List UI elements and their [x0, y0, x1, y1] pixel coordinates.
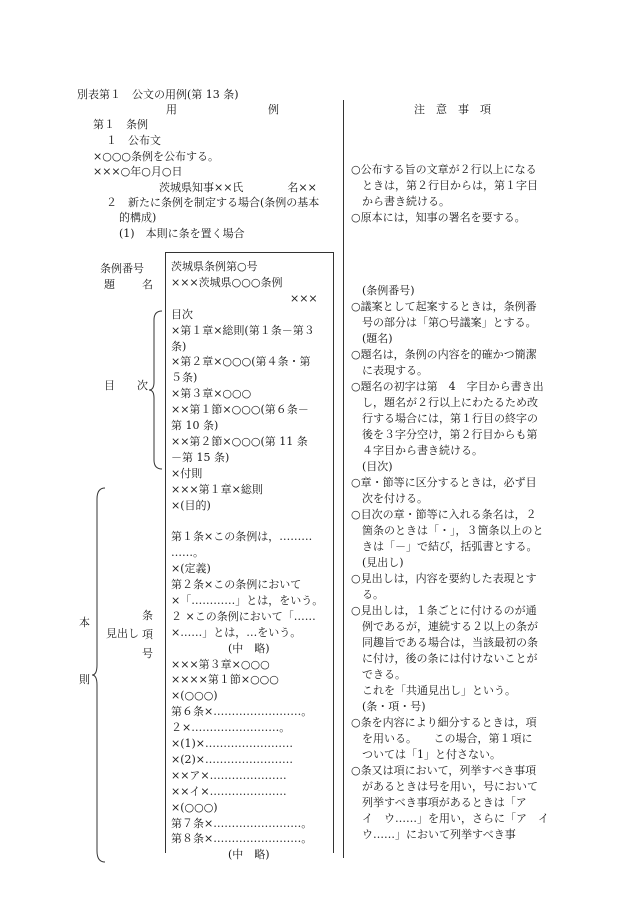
note-line: ○題名は，条例の内容を的確かつ簡潔: [351, 348, 537, 361]
example-line: ２×……………………。: [171, 721, 291, 735]
note-line: ウ……」において列挙すべき事: [362, 828, 516, 841]
example-line: 第６条×……………………。: [171, 705, 313, 719]
note-line: る。: [362, 588, 384, 601]
note-line: ○章・節等に区分するときは，必ず目: [351, 476, 537, 489]
section-jorei: 第１ 条例: [93, 118, 148, 131]
example-line: 条): [171, 339, 187, 353]
example-line: ×第２章×○○○(第４条・第: [171, 355, 311, 369]
example-line: ×(○○○): [171, 689, 218, 703]
label-ko: 項: [142, 628, 153, 641]
column-divider: [343, 100, 344, 858]
example-line: 茨城県条例第○号: [171, 260, 258, 273]
example-line: ××第２節×○○○(第 11 条: [171, 434, 308, 448]
example-line: (中 略): [228, 641, 270, 655]
example-line: ×(2)×……………………: [171, 752, 294, 766]
note-line: 例であるが，連続する２以上の条が: [362, 620, 538, 633]
example-line: ×第３章×○○○: [171, 387, 252, 401]
column-header-right: 注 意 事 項: [414, 103, 491, 116]
note-line: 同趣旨である場合は，当該最初の条: [362, 636, 538, 649]
label-jo: 条: [142, 609, 153, 622]
section-honsoku-jo: (1) 本則に条を置く場合: [119, 227, 245, 240]
kofu-date: ×××○年○月○日: [93, 165, 183, 178]
honsoku-brace: [91, 487, 107, 863]
example-line: (中 略): [228, 848, 270, 862]
note-line: ○条を内容により細分するときは，項: [351, 716, 537, 729]
label-jorei-bango: 条例番号: [100, 262, 144, 275]
note-line: し，題名が２行以上にわたるため改: [362, 396, 538, 409]
note-line: ○条又は項において，列挙すべき事項: [351, 764, 537, 777]
note-line: ○見出しは，内容を要約した表現とす: [351, 572, 537, 585]
note-line: ときは，第２行目からは，第１字目: [362, 179, 538, 192]
note-line: に付け，後の条には付けないことが: [362, 652, 538, 665]
example-line: ××イ×…………………: [171, 784, 287, 798]
label-midashi: 見出し: [106, 627, 139, 640]
example-line: ×(1)×……………………: [171, 737, 294, 750]
example-line: ×「…………」とは，をいう。: [171, 593, 324, 607]
example-line: ×××茨城県○○○条例: [171, 275, 283, 289]
note-line: を用いる。 この場合，第１項に: [362, 732, 533, 745]
note-line: があるときは号を用い，号において: [362, 780, 538, 793]
note-line: 後を３字分空け，第２行目からも第: [362, 428, 538, 441]
label-soku: 則: [79, 673, 90, 686]
note-line: きは「－」で結び，括弧書とする。: [362, 540, 538, 553]
example-line: ×××第１章×総則: [171, 482, 263, 496]
example-line: ×××第３章×○○○: [171, 657, 270, 671]
example-line: －第 15 条): [171, 450, 230, 464]
note-line: イ ウ……」を用い，さらに「ア イ: [362, 812, 549, 825]
example-line: ×(定義): [171, 562, 211, 576]
page-title: 別表第１ 公文の用例(第 13 条): [77, 88, 239, 101]
example-line: ×付則: [171, 466, 203, 480]
note-line: これを「共通見出し」という。: [362, 684, 516, 697]
label-moku: 目: [104, 379, 115, 392]
note-line: 行する場合には，第１行目の終字の: [362, 412, 538, 425]
column-header-left-a: 用: [166, 103, 177, 116]
mokuji-brace: [148, 310, 164, 470]
example-line: ×××: [290, 291, 318, 305]
section-kofubun: １ 公布文: [106, 134, 161, 147]
note-line: に表現する。: [362, 364, 428, 377]
example-line: ×(目的): [171, 498, 211, 512]
label-mei: 名: [142, 278, 153, 291]
note-line: ○目次の章・節等に入れる条名は，２: [351, 508, 537, 521]
example-line: ×(○○○): [171, 800, 218, 814]
example-line: 第２条×この条例において: [171, 578, 302, 591]
section-new-jorei: ２ 新たに条例を制定する場合(条例の基本: [106, 196, 320, 209]
example-line: 第 10 条): [171, 419, 219, 432]
note-line: 箇条のときは「・」，３箇条以上のと: [362, 524, 544, 537]
note-line: 列挙すべき事項があるときは「ア: [362, 796, 527, 809]
example-line: 第１条×この条例は，………: [171, 530, 313, 544]
note-line: 号の部分は「第○号議案」とする。: [362, 316, 537, 329]
example-line: 第７条×……………………。: [171, 816, 313, 830]
note-line: ついては「1」と付さない。: [362, 748, 501, 761]
note-line: できる。: [362, 668, 406, 681]
example-line: ２ ×この条例において「……: [171, 609, 316, 623]
governor-name: 茨城県知事××氏 名××: [159, 181, 317, 194]
example-line: ××ア×…………………: [171, 768, 287, 782]
example-line: ××第１節×○○○(第６条－: [171, 403, 309, 417]
label-ji: 次: [137, 379, 148, 392]
note-line: ○議案として起案するときは，条例番: [351, 300, 537, 313]
note-line: 次を付ける。: [362, 492, 428, 505]
example-line: 目次: [171, 307, 193, 321]
example-line: ×第１章×総則(第１条－第３: [171, 323, 315, 337]
column-header-left-b: 例: [268, 103, 279, 116]
label-go: 号: [142, 647, 153, 660]
note-line: (見出し): [362, 556, 404, 569]
example-line: ×……」とは，…をいう。: [171, 625, 302, 639]
note-line: ○見出しは，１条ごとに付けるのが通: [351, 604, 537, 617]
label-hon: 本: [79, 616, 90, 629]
notes-main: [351, 283, 581, 843]
note-line: ○題名の初字は第 4 字目から書き出: [351, 380, 544, 393]
label-dai: 題: [104, 278, 115, 291]
note-line: ○公布する旨の文章が２行以上になる: [351, 163, 537, 176]
example-line: ５条): [171, 371, 198, 385]
example-line: ……。: [171, 546, 204, 560]
example-line: 第８条×……………………。: [171, 832, 313, 846]
note-line: から書き続ける。: [362, 195, 450, 208]
section-new-jorei-cont: 的構成): [119, 211, 157, 224]
kofu-text: ×○○○条例を公布する。: [93, 150, 220, 163]
example-line: ××××第１節×○○○: [171, 673, 279, 687]
note-line: (条・項・号): [362, 700, 426, 713]
note-line: ４字目から書き続ける。: [362, 444, 483, 457]
notes-top: [351, 162, 581, 226]
note-line: (題名): [362, 332, 393, 345]
note-line: (条例番号): [362, 284, 415, 297]
note-line: ○原本には，知事の署名を要する。: [351, 211, 526, 224]
note-line: (目次): [362, 460, 393, 473]
